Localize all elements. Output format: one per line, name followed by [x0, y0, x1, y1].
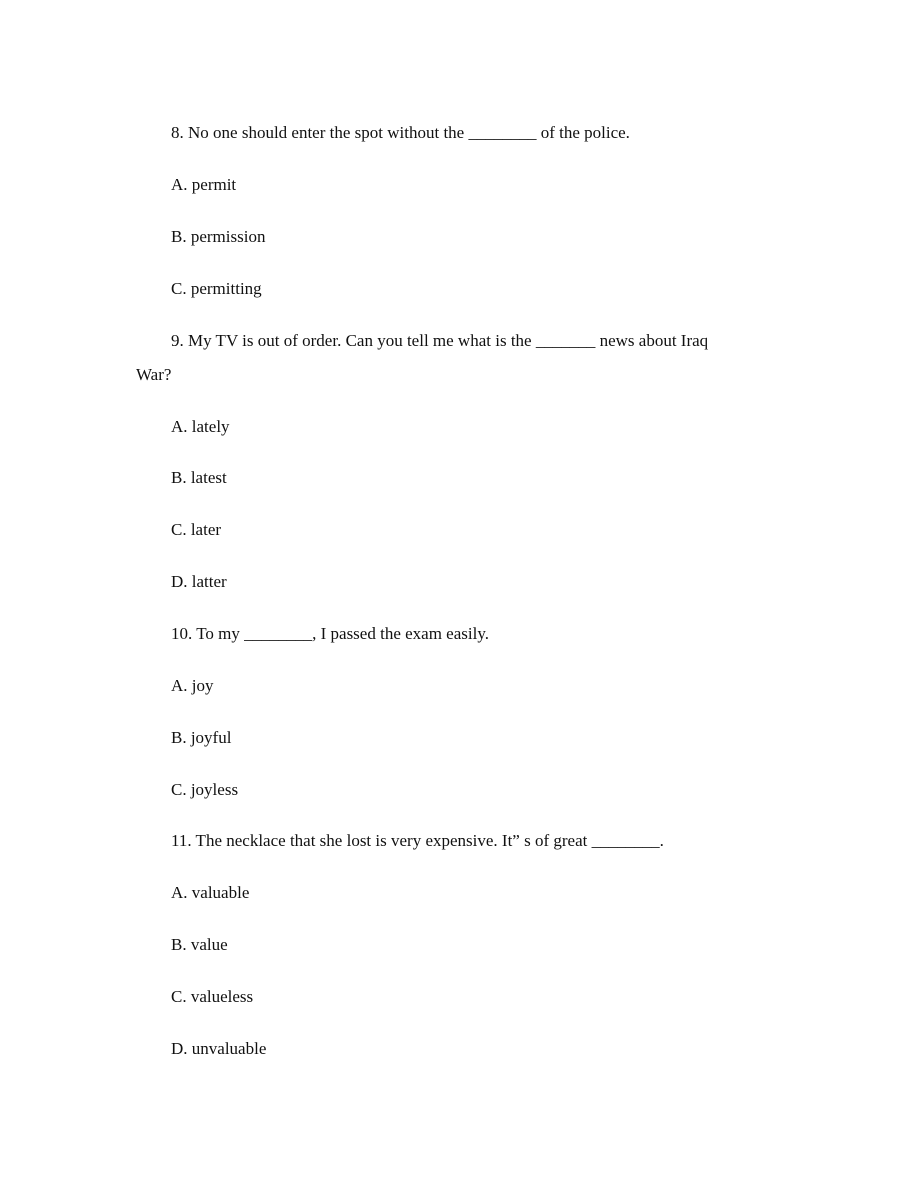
question-9-stem: 9. My TV is out of order. Can you tell me what is the _______ news about Iraq: [171, 331, 709, 350]
question-11-option-c: C. valueless: [171, 987, 254, 1006]
question-10-option-b: B. joyful: [171, 728, 232, 747]
question-9-option-b: B. latest: [171, 468, 227, 487]
question-8-option-a: A. permit: [171, 175, 237, 194]
question-8-option-c: C. permitting: [171, 279, 262, 298]
question-10-stem: 10. To my ________, I passed the exam easily.: [171, 624, 489, 643]
question-8-stem: 8. No one should enter the spot without the ________ of the police.: [171, 123, 630, 142]
question-11-stem: 11. The necklace that she lost is very expensive. It” s of great ________.: [171, 831, 664, 850]
question-9-option-c: C. later: [171, 520, 222, 539]
question-9-option-d: D. latter: [171, 572, 227, 591]
question-11-option-d: D. unvaluable: [171, 1039, 267, 1058]
question-9-stem-continuation: War?: [136, 365, 172, 384]
question-11-option-b: B. value: [171, 935, 228, 954]
question-10-option-c: C. joyless: [171, 780, 239, 799]
question-8-option-b: B. permission: [171, 227, 266, 246]
question-9-option-a: A. lately: [171, 417, 230, 436]
question-11-option-a: A. valuable: [171, 883, 250, 902]
question-10-option-a: A. joy: [171, 676, 214, 695]
